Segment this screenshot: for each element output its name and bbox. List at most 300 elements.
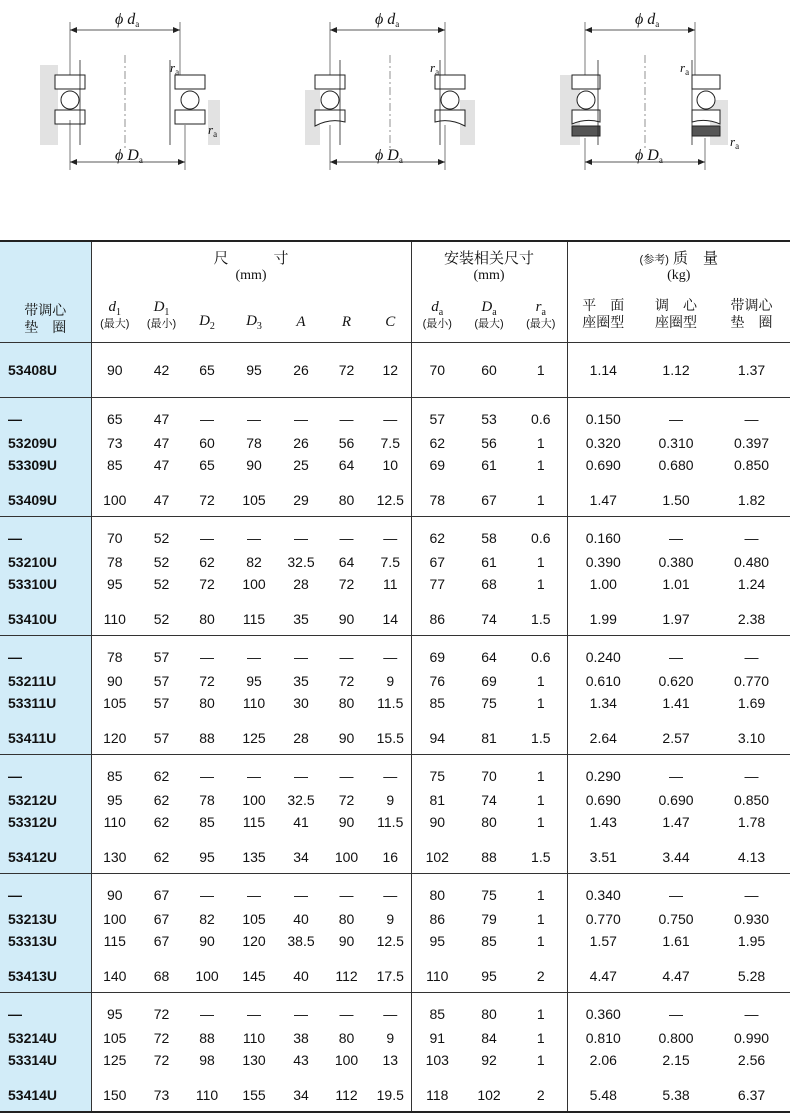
table-cell: 82: [246, 554, 262, 570]
table-cell: 0.397: [734, 435, 770, 451]
header-mass: [567, 241, 790, 268]
designation-cell: 53411U: [0, 714, 91, 755]
table-cell: 52: [138, 517, 185, 552]
table-cell: 13: [382, 1052, 399, 1068]
table-cell: 11: [382, 576, 398, 592]
table-cell: 6.37: [713, 1071, 790, 1112]
header-col-D1: [138, 288, 185, 343]
table-cell: 56: [338, 435, 355, 451]
fig2-r-upper-sub: a: [435, 67, 440, 77]
table-cell: 67: [411, 551, 463, 573]
table-cell: 3.51: [567, 833, 639, 874]
table-cell: —: [713, 398, 790, 433]
table-cell: 72: [323, 343, 370, 398]
table-cell: 102: [463, 1071, 515, 1112]
table-cell: 92: [481, 1052, 497, 1068]
table-cell: 40: [293, 911, 309, 927]
header-col-A: [279, 288, 323, 343]
table-row: [0, 398, 790, 433]
table-row: [0, 952, 790, 993]
fig1-dia-bottom: ϕ D: [115, 147, 139, 164]
table-cell: 95: [91, 573, 138, 595]
table-cell: 43: [293, 1052, 309, 1068]
table-cell: 1: [536, 911, 545, 927]
table-cell: 72: [138, 993, 185, 1028]
table-cell: —: [639, 874, 713, 909]
table-cell: —: [185, 636, 229, 671]
table-cell: 0.810: [567, 1027, 639, 1049]
table-cell: 0.240: [567, 636, 639, 671]
table-cell: 72: [153, 1030, 170, 1046]
table-cell: —: [370, 636, 411, 671]
svg-text:ra: [680, 60, 689, 77]
table-cell: 0.690: [567, 789, 639, 811]
fig1-r-lower: r: [208, 122, 214, 137]
table-row: [0, 1027, 790, 1049]
table-cell: 62: [153, 814, 170, 830]
table-cell: —: [713, 993, 790, 1028]
designation-cell: 53408U: [0, 343, 91, 398]
table-cell: 35: [293, 673, 309, 689]
table-cell: —: [279, 874, 323, 909]
table-cell: 1: [536, 792, 545, 808]
table-cell: 52: [153, 576, 170, 592]
table-cell: 0.990: [734, 1030, 770, 1046]
table-cell: 1: [536, 576, 545, 592]
table-cell: 1.47: [662, 814, 690, 830]
table-cell: 130: [242, 1052, 266, 1068]
table-cell: 53: [463, 398, 515, 433]
table-cell: 67: [153, 911, 170, 927]
header-col-D2-sub: 2: [209, 320, 215, 332]
table-cell: 115: [91, 930, 138, 952]
table-cell: 90: [91, 343, 138, 398]
fig3-r-lower-sub: a: [735, 141, 740, 151]
table-cell: 0.360: [567, 993, 639, 1028]
table-cell: 95: [91, 789, 138, 811]
table-cell: 1.99: [567, 595, 639, 636]
table-cell: 1: [515, 755, 567, 790]
table-cell: 1: [515, 874, 567, 909]
table-cell: 100: [195, 968, 219, 984]
table-cell: 155: [229, 1071, 279, 1112]
table-cell: 90: [199, 933, 215, 949]
table-cell: 75: [463, 874, 515, 909]
table-cell: 75: [411, 755, 463, 790]
table-row: [0, 755, 790, 790]
header-col-m3: [713, 288, 790, 343]
designation-cell: 53212U: [0, 789, 91, 811]
table-cell: —: [279, 993, 323, 1028]
table-cell: 65: [199, 457, 215, 473]
table-cell: 85: [91, 755, 138, 790]
table-cell: —: [323, 874, 370, 909]
designation-cell: 53309U: [0, 454, 91, 476]
table-cell: 32.5: [287, 792, 315, 808]
fig1-dia-bottom-sub: a: [138, 155, 143, 165]
designation-cell: —: [0, 517, 91, 552]
header-col-da: [411, 288, 463, 343]
table-cell: 25: [293, 457, 309, 473]
table-row: [0, 432, 790, 454]
table-cell: 47: [153, 435, 170, 451]
svg-text:ϕ Da: [375, 147, 403, 165]
table-cell: —: [713, 755, 790, 790]
table-cell: 0.690: [567, 454, 639, 476]
header-col-m1: [567, 288, 639, 343]
table-cell: 17.5: [376, 968, 404, 984]
table-cell: 98: [199, 1052, 215, 1068]
table-cell: 90: [338, 814, 355, 830]
table-cell: 135: [242, 849, 266, 865]
table-cell: —: [323, 993, 370, 1028]
table-cell: 0.770: [567, 908, 639, 930]
table-cell: 57: [153, 695, 170, 711]
fig3-dia-top: ϕ d: [635, 11, 656, 28]
table-cell: 112: [323, 1071, 370, 1112]
table-cell: 120: [91, 714, 138, 755]
table-cell: 85: [411, 692, 463, 714]
designation-cell: 53314U: [0, 1049, 91, 1071]
header-col-m1-line1: 平 面: [582, 299, 625, 314]
header-designation-line1: 带调心: [24, 302, 67, 318]
table-cell: 67: [153, 933, 170, 949]
table-cell: 72: [199, 576, 215, 592]
fig3-dia-bottom: ϕ D: [635, 147, 659, 164]
table-cell: 65: [91, 398, 138, 433]
header-mass-ref: (参考): [639, 254, 669, 266]
designation-cell: 53312U: [0, 811, 91, 833]
table-cell: 16: [382, 849, 399, 865]
header-col-m3-line1: 带调心: [730, 299, 773, 314]
header-col-ra-qualifier: (最大): [526, 317, 556, 330]
table-cell: 30: [293, 695, 309, 711]
table-cell: 100: [242, 576, 266, 592]
table-cell: 0.390: [567, 551, 639, 573]
table-cell: 5.38: [639, 1071, 713, 1112]
table-cell: 1.41: [662, 695, 690, 711]
table-cell: 0.620: [658, 673, 694, 689]
svg-text:ra: [730, 134, 739, 151]
header-col-da-symbol: d: [431, 299, 439, 316]
fig2-dia-top-sub: a: [395, 19, 400, 29]
table-cell: —: [639, 755, 713, 790]
table-cell: 88: [199, 1030, 215, 1046]
header-col-m1-line2: 座圈型: [582, 316, 625, 331]
table-cell: 84: [481, 1030, 497, 1046]
table-cell: —: [370, 398, 411, 433]
table-cell: 88: [481, 849, 497, 865]
table-cell: 1: [536, 933, 545, 949]
table-cell: 2.15: [662, 1052, 690, 1068]
table-cell: —: [370, 755, 411, 790]
table-cell: 77: [411, 573, 463, 595]
table-cell: 2.06: [567, 1049, 639, 1071]
fig2-dia-top: ϕ d: [375, 11, 396, 28]
table-cell: —: [639, 517, 713, 552]
table-cell: 88: [199, 730, 215, 746]
table-row: [0, 454, 790, 476]
table-cell: 1.82: [737, 492, 766, 508]
table-cell: 1.47: [567, 476, 639, 517]
table-cell: 120: [242, 933, 266, 949]
table-cell: —: [323, 398, 370, 433]
table-cell: 61: [481, 457, 497, 473]
table-cell: —: [713, 636, 790, 671]
header-col-d1-sub: 1: [116, 306, 121, 318]
header-col-D1-qualifier: (最小): [146, 317, 177, 330]
table-row: [0, 595, 790, 636]
table-cell: 32.5: [287, 554, 315, 570]
table-cell: 90: [338, 611, 355, 627]
table-cell: 125: [91, 1049, 138, 1071]
header-col-ra-symbol: r: [535, 299, 542, 316]
table-cell: 110: [242, 1030, 266, 1046]
table-cell: 80: [338, 492, 355, 508]
bearing-figure-aligning-seat: [295, 0, 485, 200]
table-cell: 110: [185, 1071, 229, 1112]
table-cell: 62: [411, 432, 463, 454]
table-cell: 75: [481, 695, 497, 711]
table-row: [0, 930, 790, 952]
table-cell: 0.6: [515, 636, 567, 671]
table-cell: 4.47: [662, 968, 690, 984]
table-cell: 78: [411, 476, 463, 517]
table-cell: 1.24: [737, 576, 766, 592]
header-mass-unit: (kg): [567, 268, 790, 288]
table-cell: 62: [138, 755, 185, 790]
table-cell: 1: [536, 814, 545, 830]
fig3-r-lower: r: [730, 134, 736, 149]
table-cell: —: [639, 993, 713, 1028]
table-cell: 2: [515, 1071, 567, 1112]
table-cell: 110: [91, 595, 138, 636]
table-cell: —: [185, 993, 229, 1028]
table-cell: 81: [411, 789, 463, 811]
table-row: [0, 714, 790, 755]
table-cell: —: [185, 874, 229, 909]
table-cell: 38: [293, 1030, 309, 1046]
table-cell: 57: [153, 730, 170, 746]
table-cell: 0.680: [658, 457, 694, 473]
table-cell: 62: [411, 517, 463, 552]
bearing-dimension-table: [0, 240, 790, 1113]
designation-cell: 53413U: [0, 952, 91, 993]
table-cell: 78: [91, 551, 138, 573]
table-cell: 90: [91, 670, 138, 692]
table-cell: 11.5: [377, 695, 404, 711]
table-cell: —: [279, 755, 323, 790]
table-cell: 1.97: [662, 611, 690, 627]
designation-cell: 53209U: [0, 432, 91, 454]
table-cell: 90: [338, 730, 355, 746]
table-cell: 68: [481, 576, 497, 592]
header-col-R-symbol: R: [341, 313, 352, 330]
table-cell: 61: [481, 554, 497, 570]
table-cell: 1: [536, 1052, 545, 1068]
table-cell: 150: [91, 1071, 138, 1112]
table-cell: 100: [91, 908, 138, 930]
svg-text:ϕ da: [115, 11, 139, 29]
table-cell: 1: [515, 993, 567, 1028]
table-cell: 58: [463, 517, 515, 552]
table-cell: 65: [185, 343, 229, 398]
table-row: [0, 789, 790, 811]
table-cell: 5.48: [567, 1071, 639, 1112]
table-cell: 72: [338, 792, 355, 808]
header-col-D3-sub: 3: [256, 320, 262, 332]
table-cell: 85: [199, 814, 215, 830]
table-cell: 110: [242, 695, 266, 711]
table-cell: 56: [481, 435, 497, 451]
designation-cell: 53310U: [0, 573, 91, 595]
table-cell: 94: [411, 714, 463, 755]
table-cell: 95: [199, 849, 215, 865]
table-cell: 105: [242, 492, 266, 508]
table-cell: 15.5: [376, 730, 404, 746]
header-designation-line2: 垫 圈: [24, 319, 67, 335]
svg-text:ra: [430, 60, 439, 77]
table-cell: 0.850: [734, 792, 770, 808]
table-cell: 140: [91, 952, 138, 993]
designation-cell: 53210U: [0, 551, 91, 573]
designation-cell: 53412U: [0, 833, 91, 874]
table-row: [0, 476, 790, 517]
table-cell: 1: [536, 457, 545, 473]
table-cell: 91: [411, 1027, 463, 1049]
table-cell: 28: [293, 576, 309, 592]
table-cell: 100: [242, 792, 266, 808]
table-cell: 103: [411, 1049, 463, 1071]
table-cell: —: [229, 517, 279, 552]
table-cell: 12.5: [376, 492, 404, 508]
table-cell: 72: [199, 492, 215, 508]
table-cell: 78: [91, 636, 138, 671]
table-cell: 74: [481, 792, 497, 808]
designation-cell: 53313U: [0, 930, 91, 952]
table-cell: 1: [536, 435, 545, 451]
header-designation: [0, 241, 91, 343]
table-cell: 70: [91, 517, 138, 552]
table-cell: 2.64: [567, 714, 639, 755]
table-cell: —: [370, 993, 411, 1028]
table-cell: —: [279, 636, 323, 671]
header-abutment: 安装相关尺寸: [411, 241, 567, 268]
header-col-d1-symbol: d: [108, 299, 116, 316]
table-cell: 80: [338, 695, 355, 711]
header-dimensions-unit: (mm): [91, 268, 411, 288]
designation-cell: —: [0, 993, 91, 1028]
table-cell: 1.95: [737, 933, 766, 949]
table-cell: 67: [138, 874, 185, 909]
table-cell: 35: [293, 611, 309, 627]
designation-cell: —: [0, 398, 91, 433]
table-cell: 82: [199, 911, 215, 927]
table-cell: 1.37: [713, 343, 790, 398]
table-cell: 47: [153, 492, 170, 508]
bearing-figure-aligning-washer: [560, 0, 750, 200]
fig2-dia-bottom-sub: a: [398, 155, 403, 165]
table-cell: 2.56: [737, 1052, 766, 1068]
header-col-D2-symbol: D: [199, 312, 210, 329]
header-col-da-qualifier: (最小): [422, 317, 452, 330]
table-cell: 0.770: [734, 673, 770, 689]
table-cell: 4.13: [737, 849, 766, 865]
table-cell: 0.150: [567, 398, 639, 433]
table-cell: 12.5: [376, 933, 404, 949]
table-cell: —: [229, 993, 279, 1028]
designation-cell: —: [0, 636, 91, 671]
table-cell: 0.320: [567, 432, 639, 454]
table-cell: 0.380: [658, 554, 694, 570]
table-cell: 57: [411, 398, 463, 433]
table-cell: —: [229, 636, 279, 671]
header-mass-title: 质 量: [673, 250, 719, 267]
table-cell: 26: [293, 435, 309, 451]
header-col-D2: [185, 288, 229, 343]
table-cell: 90: [91, 874, 138, 909]
table-cell: 62: [153, 792, 170, 808]
table-cell: 78: [199, 792, 215, 808]
table-cell: 1.01: [662, 576, 690, 592]
header-col-Da-sub: a: [492, 306, 497, 318]
table-cell: 85: [91, 454, 138, 476]
table-cell: 80: [411, 874, 463, 909]
header-col-m2: [639, 288, 713, 343]
table-cell: 95: [91, 993, 138, 1028]
table-cell: 80: [199, 611, 215, 627]
table-cell: 70: [411, 343, 463, 398]
header-col-R: [323, 288, 370, 343]
table-cell: 28: [293, 730, 309, 746]
table-cell: 64: [338, 457, 355, 473]
table-row: [0, 908, 790, 930]
fig3-dia-top-sub: a: [655, 19, 660, 29]
table-cell: 76: [411, 670, 463, 692]
table-cell: 9: [386, 911, 395, 927]
table-cell: 72: [338, 576, 355, 592]
table-cell: 1.5: [531, 611, 551, 627]
table-cell: 81: [481, 730, 497, 746]
designation-cell: 53214U: [0, 1027, 91, 1049]
header-col-d1-qualifier: (最大): [100, 317, 130, 330]
table-cell: 29: [293, 492, 309, 508]
table-cell: 1.43: [567, 811, 639, 833]
table-cell: 4.47: [567, 952, 639, 993]
designation-cell: 53410U: [0, 595, 91, 636]
table-cell: 112: [335, 968, 358, 984]
header-col-D1-sub: 1: [164, 306, 170, 318]
table-cell: 1.34: [567, 692, 639, 714]
fig1-dia-top: ϕ d: [115, 11, 136, 28]
table-cell: 95: [481, 968, 497, 984]
table-cell: 1: [536, 695, 545, 711]
table-cell: 100: [91, 476, 138, 517]
table-cell: 90: [411, 811, 463, 833]
table-cell: 102: [411, 833, 463, 874]
table-cell: 86: [411, 595, 463, 636]
table-cell: 115: [242, 814, 266, 830]
table-cell: 64: [338, 554, 355, 570]
table-cell: —: [323, 636, 370, 671]
table-cell: 0.160: [567, 517, 639, 552]
table-cell: 0.850: [734, 457, 770, 473]
table-cell: 100: [334, 1052, 359, 1068]
table-cell: 79: [481, 911, 497, 927]
table-cell: 10: [382, 457, 399, 473]
header-col-ra: [515, 288, 567, 343]
table-cell: 72: [199, 673, 215, 689]
